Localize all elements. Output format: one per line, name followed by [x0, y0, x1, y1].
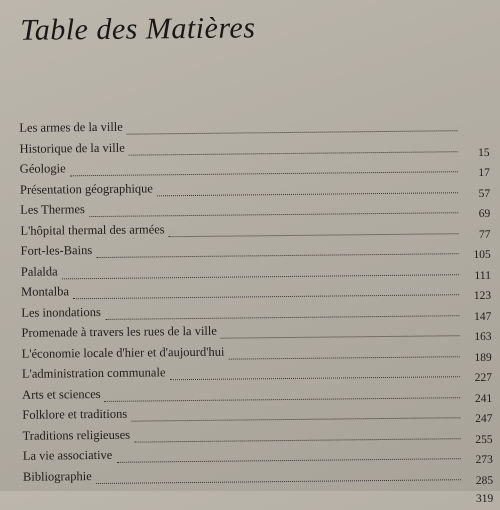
toc-entry-page: 17 — [462, 167, 490, 179]
toc-entry — [23, 485, 493, 510]
toc-entry-page: 189 — [464, 351, 492, 363]
toc-entry-page: 111 — [463, 269, 491, 281]
toc-entry-page: 15 — [462, 146, 490, 158]
dot-leader — [116, 457, 460, 463]
toc-entry-label: La vie associative — [23, 448, 113, 464]
toc-entry-label: Bibliographie — [23, 469, 92, 485]
dot-leader — [96, 252, 458, 258]
dot-leader — [134, 437, 460, 442]
dot-leader — [131, 416, 460, 421]
toc-entry-page: 255 — [465, 433, 493, 445]
dot-leader — [105, 314, 459, 320]
toc-entry-label: Historique de la ville — [19, 140, 124, 156]
page-title: Table des Matières — [20, 11, 255, 47]
toc-entry-label: Les inondations — [21, 304, 101, 320]
toc-entry-page: 319 — [465, 493, 493, 505]
dot-leader — [70, 170, 458, 176]
toc-entry-page: 227 — [464, 372, 492, 384]
toc-entry-label: L'administration communale — [22, 365, 166, 382]
toc-entry-page: 285 — [465, 474, 493, 486]
toc-entry-page: 69 — [462, 208, 490, 220]
dot-leader — [157, 191, 458, 196]
toc-entry-label: Folklore et traditions — [22, 407, 127, 423]
dot-leader — [62, 273, 459, 279]
toc-entry-page: 105 — [463, 249, 491, 261]
toc-entry-label: Géologie — [20, 161, 66, 176]
dot-leader — [129, 150, 458, 155]
dot-leader — [73, 293, 459, 299]
dot-leader — [170, 375, 460, 380]
toc-entry-page: 123 — [463, 290, 491, 302]
toc-entry-page: 247 — [464, 413, 492, 425]
toc-entry-page: 147 — [463, 310, 491, 322]
toc-entry-page: 77 — [462, 228, 490, 240]
toc-entry-page: 273 — [465, 454, 493, 466]
dot-leader — [105, 396, 461, 402]
toc-entry-label: Montalba — [21, 284, 69, 300]
toc-entry-page: 241 — [464, 392, 492, 404]
dot-leader — [169, 232, 459, 237]
toc-entry-label: Traditions religieuses — [22, 427, 130, 443]
toc-entry-label: Arts et sciences — [22, 386, 101, 402]
toc-entry-label: L'hôpital thermal des armées — [20, 222, 164, 239]
table-of-contents — [19, 116, 493, 510]
dot-leader — [221, 334, 460, 338]
toc-entry-label: Palalda — [21, 264, 58, 279]
dot-leader — [89, 211, 458, 217]
toc-entry-page: 163 — [463, 331, 491, 343]
dot-leader — [96, 478, 461, 484]
toc-entry-label: Présentation géographique — [20, 181, 153, 197]
toc-entry-label: Les Thermes — [20, 202, 85, 218]
toc-entry-label: Fort-les-Bains — [21, 243, 93, 259]
toc-entry-page: 57 — [462, 187, 490, 199]
toc-entry-label: Promenade à travers les rues de la ville — [21, 324, 217, 341]
toc-entry-label: Les armes de la ville — [19, 120, 123, 136]
dot-leader — [127, 129, 458, 134]
toc-entry-label: L'économie locale d'hier et d'aujourd'hui — [22, 344, 225, 361]
dot-leader — [228, 355, 459, 359]
